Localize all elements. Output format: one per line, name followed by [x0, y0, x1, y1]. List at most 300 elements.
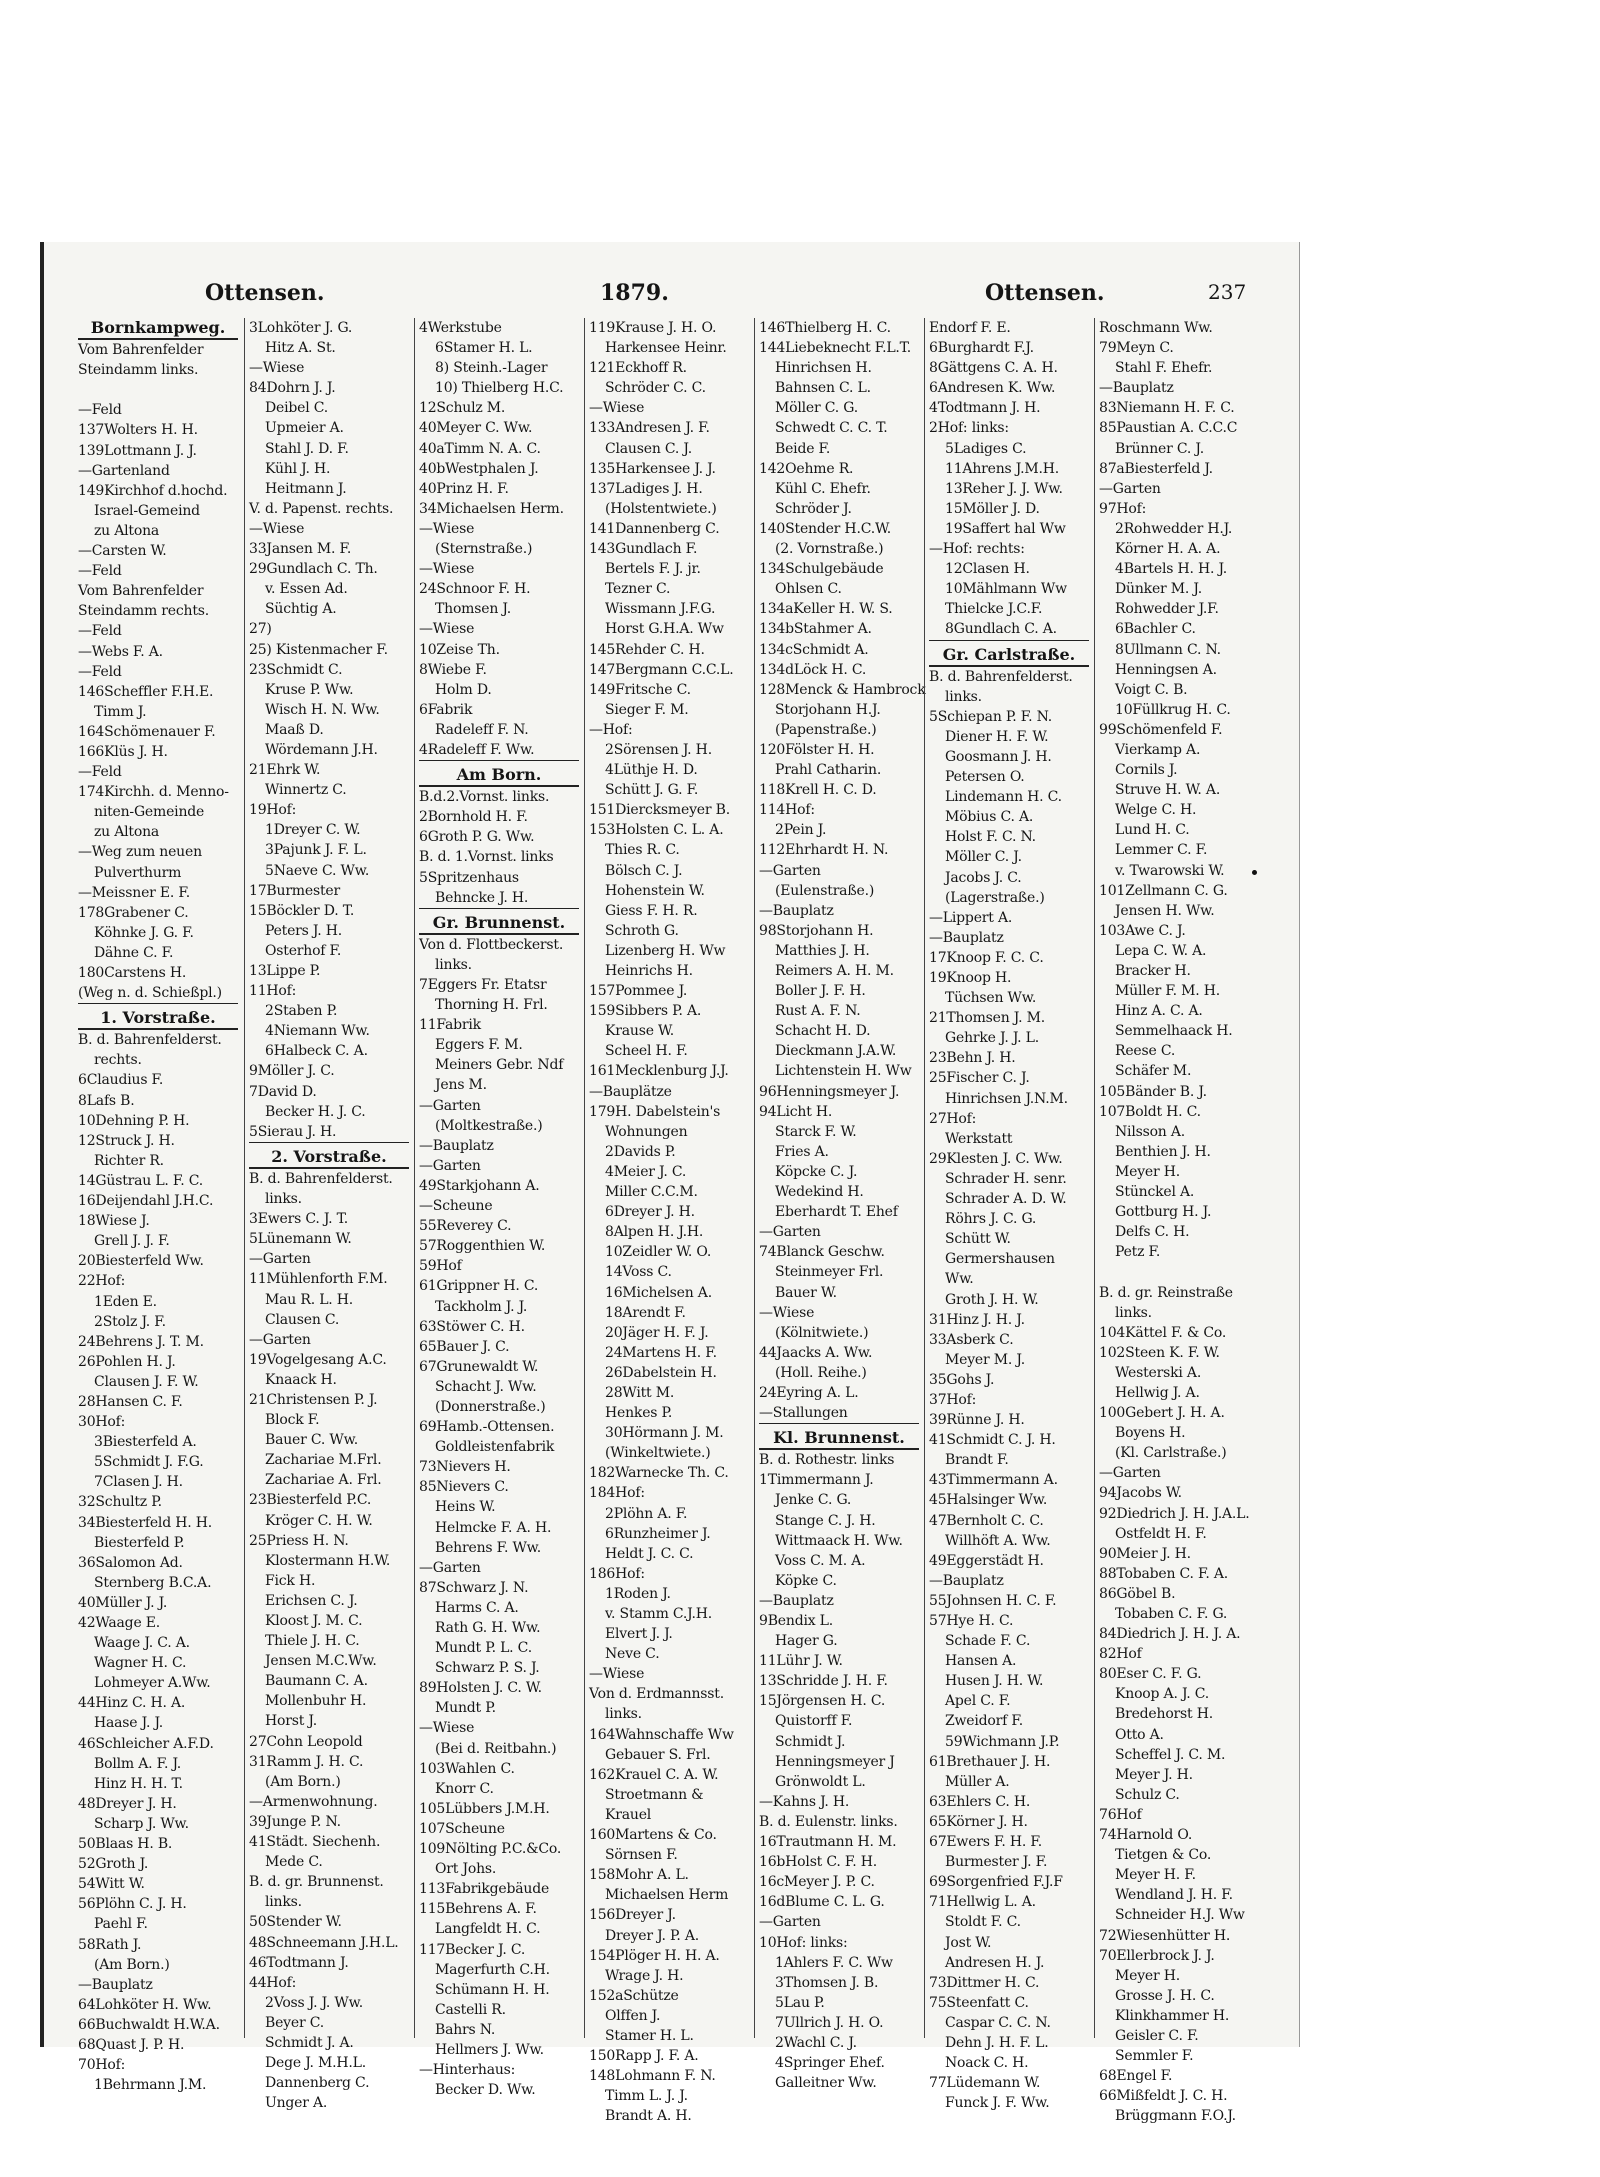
directory-entry: Kröger C. H. W. [265, 1512, 373, 1529]
directory-entry: 5Lau P. [775, 1994, 825, 2011]
directory-entry: 7Ullrich J. H. O. [775, 2014, 884, 2031]
directory-entry: Röhrs J. C. G. [945, 1211, 1037, 1228]
directory-entry: 8Alpen H. J.H. [605, 1224, 704, 1241]
directory-entry: 82Hof [1099, 1646, 1142, 1663]
directory-entry: 26Pohlen H. J. [78, 1353, 176, 1370]
directory-entry: Olffen J. [605, 2007, 661, 2024]
directory-entry: 40bWestphalen J. [419, 460, 539, 477]
directory-entry: Beyer C. [265, 2014, 324, 2031]
directory-entry: 114Hof: [759, 802, 815, 819]
directory-entry: 59Wichmann J.P. [945, 1733, 1060, 1750]
directory-entry: 36Salomon Ad. [78, 1554, 183, 1571]
directory-entry: 75Steenfatt C. [929, 1994, 1029, 2011]
directory-entry: 100Gebert J. H. A. [1099, 1405, 1225, 1422]
directory-entry: —Garten [249, 1331, 311, 1348]
directory-entry: —Scheune [419, 1198, 493, 1215]
directory-entry: Kühl C. Ehefr. [775, 480, 871, 497]
directory-entry: —Wiese [419, 621, 475, 638]
directory-entry: Reese C. [1115, 1043, 1176, 1060]
directory-entry: Bahnsen C. L. [775, 380, 871, 397]
directory-entry: Delfs C. H. [1115, 1224, 1190, 1241]
directory-entry: 8Gättgens C. A. H. [929, 360, 1058, 377]
directory-entry: 27) [249, 621, 272, 638]
directory-entry: 16bHolst C. F. H. [759, 1854, 877, 1871]
directory-entry: Hager G. [775, 1633, 838, 1650]
directory-entry: —Bauplatz [929, 929, 1004, 946]
directory-entry: 14Güstrau L. F. C. [78, 1172, 204, 1189]
directory-entry: Thiele J. H. C. [265, 1633, 360, 1650]
directory-entry: 118Krell H. C. D. [759, 782, 877, 799]
directory-entry: Upmeier A. [265, 420, 344, 437]
directory-entry: —Wiese [249, 520, 305, 537]
directory-entry: Goldleistenfabrik [435, 1439, 555, 1456]
directory-entry: 11Fabrik [419, 1017, 481, 1034]
directory-entry: (Winkeltwiete.) [605, 1445, 711, 1462]
directory-entry: 3Lohköter J. G. [249, 320, 353, 336]
directory-entry: Haase J. J. [94, 1715, 164, 1732]
directory-entry: 159Sibbers P. A. [589, 1003, 702, 1020]
directory-entry: Grosse J. H. C. [1115, 1987, 1215, 2004]
directory-entry: Holm D. [435, 681, 492, 698]
directory-entry: 11Mühlenforth F.M. [249, 1271, 388, 1288]
directory-entry: 37Hof: [929, 1391, 977, 1408]
directory-entry: 30Hörmann J. M. [605, 1425, 724, 1442]
directory-entry: 164Schömenauer F. [78, 723, 216, 740]
directory-entry: (Eulenstraße.) [775, 882, 875, 899]
directory-entry: 23Schmidt C. [249, 661, 343, 678]
directory-entry: Möller C. J. [945, 849, 1022, 866]
directory-entry: 67Ewers F. H. F. [929, 1834, 1042, 1851]
directory-entry: Westerski A. [1115, 1364, 1202, 1381]
directory-entry: Meyer M. J. [945, 1351, 1025, 1368]
directory-entry: Lund H. C. [1115, 822, 1190, 839]
directory-entry: 19Saffert hal Ww [945, 520, 1066, 537]
directory-entry: 99Schömenfeld F. [1099, 721, 1223, 738]
directory-entry: 13Reher J. J. Ww. [945, 480, 1063, 497]
directory-entry: 137Wolters H. H. [78, 422, 198, 439]
directory-entry: 65Körner J. H. [929, 1813, 1028, 1830]
directory-entry: 2Hof: links: [929, 420, 1009, 437]
directory-entry: links. [265, 1894, 302, 1911]
directory-entry: 20Biesterfeld Ww. [78, 1253, 204, 1270]
directory-entry: Jensen M.C.Ww. [265, 1653, 377, 1670]
directory-entry: 2Bornhold H. F. [419, 809, 528, 826]
directory-entry: 10Zeidler W. O. [605, 1244, 712, 1261]
column-2 [244, 318, 409, 2112]
directory-entry: (Holstentwiete.) [605, 500, 717, 517]
directory-entry: —Wiese [589, 400, 645, 417]
directory-entry: Bredehorst H. [1115, 1706, 1213, 1723]
directory-entry: 2Sörensen J. H. [605, 741, 712, 758]
directory-entry: Benthien J. H. [1115, 1143, 1211, 1160]
directory-entry: 40Müller J. J. [78, 1594, 168, 1611]
directory-entry: 92Diedrich J. H. J.A.L. [1099, 1505, 1250, 1522]
directory-entry: 55Reverey C. [419, 1218, 512, 1235]
directory-entry: Hellmers J. Ww. [435, 2041, 544, 2058]
street-heading: 1. Vorstraße. [78, 1008, 238, 1030]
directory-entry: 10Dehning P. H. [78, 1112, 190, 1129]
directory-entry: Holst F. C. N. [945, 829, 1036, 846]
directory-entry: rechts. [94, 1052, 142, 1069]
directory-entry: 46Schleicher A.F.D. [78, 1735, 214, 1752]
directory-entry: 6Stamer H. L. [435, 340, 533, 357]
directory-entry: 39Rünne J. H. [929, 1412, 1025, 1429]
directory-entry: 140Stender H.C.W. [759, 520, 891, 537]
directory-entry: —Garten [249, 1251, 311, 1268]
directory-entry: 133Andresen J. F. [589, 420, 710, 437]
directory-entry: 4Werkstube [419, 320, 502, 336]
directory-entry: 15Jörgensen H. C. [759, 1693, 886, 1710]
directory-entry: Brünner C. J. [1115, 440, 1204, 457]
directory-entry: 6Dreyer J. H. [605, 1204, 695, 1221]
directory-entry: Zweidorf F. [945, 1713, 1023, 1730]
directory-entry: 10) Thielberg H.C. [435, 380, 564, 397]
directory-entry: Dünker M. J. [1115, 581, 1202, 598]
directory-entry: 11Lühr J. W. [759, 1653, 843, 1670]
directory-entry: Clausen J. F. W. [94, 1373, 199, 1390]
directory-entry: 57Hye H. C. [929, 1613, 1014, 1629]
directory-entry: Schacht H. D. [775, 1023, 871, 1040]
directory-entry: 9Bendix L. [759, 1613, 834, 1629]
directory-entry: 149Kirchhof d.hochd. [78, 482, 228, 499]
directory-entry: 49Starkjohann A. [419, 1177, 540, 1194]
directory-entry: Wittmaack H. Ww. [775, 1532, 903, 1549]
directory-entry: 22Hof: [78, 1273, 126, 1290]
directory-entry: Noack C. H. [945, 2055, 1029, 2072]
directory-entry: 2Wachl C. J. [775, 2034, 857, 2051]
directory-entry: 33Jansen M. F. [249, 541, 352, 558]
directory-entry: Mau R. L. H. [265, 1291, 354, 1308]
directory-entry: Vom Bahrenfelder [78, 583, 204, 600]
directory-entry: —Hof: rechts: [929, 541, 1025, 558]
directory-entry: 26Dabelstein H. [605, 1364, 717, 1381]
directory-entry: —Stallungen [759, 1405, 848, 1422]
directory-entry: 66Mißfeldt J. C. H. [1099, 2088, 1228, 2105]
directory-entry: Schacht J. Ww. [435, 1378, 537, 1395]
directory-entry: Kühl J. H. [265, 460, 331, 477]
directory-entry: Dehn J. H. F. L. [945, 2034, 1049, 2051]
directory-entry: Neve C. [605, 1646, 660, 1663]
directory-entry: Schwarz P. S. J. [435, 1660, 540, 1677]
directory-entry: 86Göbel B. [1099, 1585, 1176, 1602]
directory-entry: 16Deijendahl J.H.C. [78, 1193, 214, 1210]
directory-entry: 10Füllkrug H. C. [1115, 701, 1231, 718]
directory-entry: 68Quast J. P. H. [78, 2036, 185, 2053]
directory-entry: —Hinterhaus: [419, 2062, 516, 2079]
directory-entry: —Wiese [249, 360, 305, 377]
directory-entry: —Webs F. A. [78, 643, 163, 660]
directory-entry: —Garten [419, 1157, 481, 1174]
directory-entry: links. [945, 688, 982, 705]
directory-entry: 5Sierau J. H. [249, 1123, 337, 1140]
directory-entry: 27Hof: [929, 1110, 977, 1127]
directory-entry: 14Voss C. [605, 1264, 672, 1281]
directory-entry: Heinrichs H. [605, 963, 693, 979]
directory-entry: Bauer W. [775, 1284, 837, 1301]
directory-entry: 135Harkensee J. J. [589, 460, 716, 477]
directory-entry: 1Roden J. [605, 1585, 671, 1602]
directory-entry: 85Nievers C. [419, 1479, 509, 1496]
directory-entry: 72Wiesenhütter H. [1099, 1927, 1231, 1944]
directory-entry: Meyer H. [1115, 1163, 1181, 1180]
directory-entry: Geisler C. F. [1115, 2027, 1199, 2044]
directory-entry: (Donnerstraße.) [435, 1398, 546, 1415]
directory-entry: Burmester J. F. [945, 1854, 1048, 1871]
directory-entry: 147Bergmann C.C.L. [589, 661, 734, 678]
directory-entry: 29Gundlach C. Th. [249, 561, 378, 578]
directory-entry: Tezner C. [605, 581, 671, 598]
directory-entry: 5Ladiges C. [945, 440, 1027, 457]
running-title-left: Ottensen. [205, 280, 325, 306]
directory-entry: Gottburg H. J. [1115, 1204, 1212, 1221]
directory-entry: 102Steen K. F. W. [1099, 1344, 1220, 1361]
directory-entry: Struve H. W. A. [1115, 782, 1221, 799]
directory-entry: Goosmann J. H. [945, 748, 1052, 765]
ink-speck [1252, 870, 1257, 875]
directory-entry: Pulverthurm [94, 864, 182, 881]
directory-entry: Cornils J. [1115, 762, 1178, 779]
directory-entry: Roschmann Ww. [1099, 320, 1213, 336]
directory-entry: Voss C. M. A. [775, 1552, 866, 1569]
directory-entry: Wisch H. N. Ww. [265, 701, 380, 718]
directory-entry: 84Dohrn J. J. [249, 380, 336, 397]
directory-entry: Biesterfeld P. [94, 1534, 185, 1551]
directory-entry: Tobaben C. F. G. [1115, 1606, 1228, 1622]
directory-entry: —Gartenland [78, 462, 170, 479]
directory-entry: Lichtenstein H. Ww [775, 1063, 912, 1080]
directory-entry: 2Staben P. [265, 1003, 338, 1020]
directory-entry: 44Hof: [249, 1974, 297, 1991]
directory-entry: (Kl. Carlstraße.) [1115, 1445, 1227, 1462]
directory-entry: 25Fischer C. J. [929, 1070, 1030, 1087]
directory-entry: 8Ullmann C. N. [1115, 641, 1221, 658]
directory-entry: 23Behn J. H. [929, 1050, 1016, 1067]
directory-entry: 144Liebeknecht F.L.T. [759, 340, 912, 357]
directory-entry: (Bei d. Reitbahn.) [435, 1740, 557, 1757]
directory-entry: Meyer H. F. [1115, 1867, 1196, 1884]
directory-entry: Heldt J. C. C. [605, 1545, 694, 1562]
directory-entry: Schmidt J. [775, 1733, 846, 1750]
directory-entry: 182Warnecke Th. C. [589, 1465, 729, 1482]
directory-entry: Ohlsen C. [775, 581, 842, 598]
directory-entry: —Wiese [419, 520, 475, 537]
directory-entry: 134cSchmidt A. [759, 641, 869, 658]
directory-entry: niten-Gemeinde [94, 804, 205, 821]
directory-entry: 15Möller J. D. [945, 500, 1040, 517]
directory-entry: Stange C. J. H. [775, 1512, 876, 1529]
directory-entry: Becker D. Ww. [435, 2082, 536, 2099]
directory-entry: B.d.2.Vornst. links. [419, 789, 550, 806]
directory-entry: Galleitner Ww. [775, 2075, 877, 2092]
directory-entry: 69Hamb.-Ottensen. [419, 1419, 555, 1436]
directory-entry: 160Martens & Co. [589, 1827, 717, 1844]
directory-entry: 90Meier J. H. [1099, 1545, 1191, 1562]
directory-entry: 103Wahlen C. [419, 1760, 515, 1777]
directory-entry: 109Nölting P.C.&Co. [419, 1841, 562, 1858]
directory-entry: Hohenstein W. [605, 882, 705, 899]
directory-entry: Werkstatt [945, 1130, 1013, 1147]
directory-entry: Kruse P. Ww. [265, 681, 354, 698]
directory-entry: —Wiese [759, 1304, 815, 1321]
column-7 [1094, 318, 1259, 2125]
directory-entry: Hitz A. St. [265, 340, 336, 357]
directory-entry: Willhöft A. Ww. [945, 1532, 1051, 1549]
directory-entry: Sieger F. M. [605, 701, 689, 718]
directory-entry: 149Fritsche C. [589, 681, 691, 698]
directory-entry: Dreyer J. P. A. [605, 1927, 700, 1944]
directory-entry: 83Niemann H. F. C. [1099, 400, 1235, 417]
directory-entry: Lindemann H. C. [945, 789, 1062, 806]
directory-entry: Klostermann H.W. [265, 1552, 391, 1569]
directory-entry: 107Scheune [419, 1820, 505, 1837]
street-heading: Am Born. [419, 765, 579, 787]
directory-entry: 24Schnoor F. H. [419, 581, 531, 598]
directory-entry: Kloost J. M. C. [265, 1613, 363, 1629]
directory-entry: 6Fabrik [419, 701, 473, 718]
directory-entry: 141Dannenberg C. [589, 520, 720, 537]
directory-entry: —Bauplatz [759, 1592, 834, 1609]
directory-entry: Jost W. [945, 1934, 992, 1951]
directory-entry: Miller C.C.M. [605, 1184, 698, 1201]
directory-entry: 18Wiese J. [78, 1213, 150, 1230]
directory-entry: Bahrs N. [435, 2021, 496, 2038]
directory-entry: Deibel C. [265, 400, 329, 417]
directory-entry: Ww. [945, 1271, 974, 1288]
directory-entry: Köhnke J. G. F. [94, 924, 194, 941]
directory-entry: Peters J. H. [265, 922, 342, 939]
directory-entry: 1Behrmann J.M. [94, 2077, 207, 2094]
directory-entry: Thorning H. Frl. [435, 997, 548, 1014]
directory-entry: B. d. 1.Vornst. links [419, 849, 554, 866]
directory-entry: Sternberg B.C.A. [94, 1574, 212, 1591]
directory-entry: 40Prinz H. F. [419, 480, 509, 497]
directory-entry: (Am Born.) [94, 1956, 170, 1973]
column-4 [584, 318, 749, 2125]
directory-entry: Jens M. [435, 1077, 487, 1094]
directory-entry: Brüggmann F.O.J. [1115, 2108, 1236, 2125]
directory-entry: Lemmer C. F. [1115, 842, 1208, 859]
directory-entry: —Meissner E. F. [78, 884, 191, 901]
directory-entry: 68Engel F. [1099, 2068, 1173, 2085]
directory-entry: 148Lohmann F. N. [589, 2068, 716, 2085]
directory-entry: Giess F. H. R. [605, 902, 698, 919]
directory-entry: Hinrichsen H. [775, 360, 872, 377]
directory-entry: Scheffel J. C. M. [1115, 1746, 1226, 1763]
directory-entry: Lizenberg H. Ww [605, 942, 726, 959]
directory-entry: Groth J. H. W. [945, 1291, 1039, 1308]
directory-entry: Möbius C. A. [945, 809, 1034, 826]
directory-entry: 21Thomsen J. M. [929, 1010, 1046, 1027]
directory-entry: Schütt W. [945, 1231, 1011, 1248]
directory-entry: (Sternstraße.) [435, 541, 533, 558]
directory-entry: 120Fölster H. H. [759, 741, 875, 758]
directory-entry: Schröder C. C. [605, 380, 706, 397]
directory-entry: Schrader A. D. W. [945, 1191, 1067, 1208]
directory-entry: Süchtig A. [265, 601, 337, 618]
directory-entry: Clausen C. [265, 1311, 340, 1328]
directory-entry: 161Mecklenburg J.J. [589, 1063, 729, 1080]
directory-entry: Matthies J. H. [775, 942, 870, 959]
directory-entry: Osterhof F. [265, 942, 342, 959]
directory-entry: Schmidt J. A. [265, 2034, 354, 2051]
directory-entry: Diener H. F. W. [945, 728, 1049, 745]
directory-entry: Stünckel A. [1115, 1184, 1195, 1201]
directory-entry: 11Ahrens J.M.H. [945, 460, 1059, 477]
directory-entry: 2Voss J. J. Ww. [265, 1994, 363, 2011]
directory-entry: Bollm A. F. J. [94, 1755, 182, 1772]
directory-entry: Schroth G. [605, 922, 679, 939]
directory-entry: Fries A. [775, 1143, 829, 1160]
directory-entry: Jensen H. Ww. [1115, 902, 1215, 919]
directory-entry: 115Behrens A. F. [419, 1901, 537, 1918]
directory-entry: —Carsten W. [78, 543, 167, 560]
directory-entry: 70Hof: [78, 2057, 126, 2074]
directory-entry: —Hof: [589, 721, 633, 738]
directory-entry: 5Schmidt J. F.G. [94, 1454, 204, 1471]
directory-entry: Brandt A. H. [605, 2108, 692, 2125]
directory-entry: 2Stolz J. F. [94, 1313, 166, 1330]
directory-entry: 63Ehlers C. H. [929, 1793, 1031, 1810]
directory-entry: 4Bartels H. H. J. [1115, 561, 1228, 578]
directory-entry: Endorf F. E. [929, 320, 1011, 336]
directory-entry: Funck J. F. Ww. [945, 2095, 1050, 2112]
directory-entry: Tietgen & Co. [1115, 1847, 1212, 1864]
directory-entry: Dannenberg C. [265, 2075, 370, 2092]
directory-entry: Thomsen J. [435, 601, 511, 618]
directory-entry: 85Paustian A. C.C.C [1099, 420, 1238, 437]
directory-entry: zu Altona [94, 824, 160, 841]
directory-entry: 1Timmermann J. [759, 1472, 874, 1489]
directory-entry: 21Christensen P. J. [249, 1391, 378, 1408]
directory-entry: (2. Vornstraße.) [775, 541, 884, 558]
directory-entry: Richter R. [94, 1152, 164, 1169]
directory-entry: 1Eden E. [94, 1293, 157, 1310]
directory-entry: Stoldt F. C. [945, 1914, 1021, 1931]
directory-entry: 107Boldt H. C. [1099, 1103, 1201, 1120]
directory-entry: 180Carstens H. [78, 965, 187, 981]
directory-entry: Horst G.H.A. Ww [605, 621, 724, 638]
directory-entry: —Bauplatz [759, 902, 834, 919]
directory-entry: 6Groth P. G. Ww. [419, 829, 535, 846]
directory-entry: Unger A. [265, 2095, 328, 2112]
directory-entry: 137Ladiges J. H. [589, 480, 703, 497]
directory-entry: Paehl F. [94, 1916, 148, 1933]
directory-entry: 166Klüs J. H. [78, 743, 168, 760]
directory-entry: —Garten [1099, 480, 1161, 497]
directory-entry: links. [435, 956, 472, 973]
directory-entry: Welge C. H. [1115, 802, 1197, 819]
directory-entry: Schümann H. H. [435, 1981, 550, 1998]
directory-entry: Reimers A. H. M. [775, 963, 894, 979]
directory-entry: 16Michelsen A. [605, 1284, 712, 1301]
directory-entry: (Papenstraße.) [775, 721, 877, 738]
directory-entry: 117Becker J. C. [419, 1941, 526, 1958]
directory-entry: 3Pajunk J. F. L. [265, 842, 367, 859]
directory-entry: 10Zeise Th. [419, 641, 500, 658]
directory-entry: Petersen O. [945, 769, 1025, 786]
directory-entry: 47Bernholt C. C. [929, 1512, 1044, 1529]
directory-entry: 45Halsinger Ww. [929, 1492, 1048, 1509]
directory-entry: 74Blanck Geschw. [759, 1244, 885, 1261]
directory-entry: Schrader H. senr. [945, 1170, 1067, 1187]
directory-entry: (Holl. Reihe.) [775, 1364, 867, 1381]
directory-entry: 50Stender W. [249, 1914, 342, 1931]
directory-entry: Hinz H. H. T. [94, 1775, 183, 1792]
directory-entry: 30Hof: [78, 1414, 126, 1431]
directory-entry: 87aBiesterfeld J. [1099, 460, 1213, 477]
directory-entry: 2Pein J. [775, 822, 827, 839]
directory-entry: Mede C. [265, 1854, 323, 1871]
